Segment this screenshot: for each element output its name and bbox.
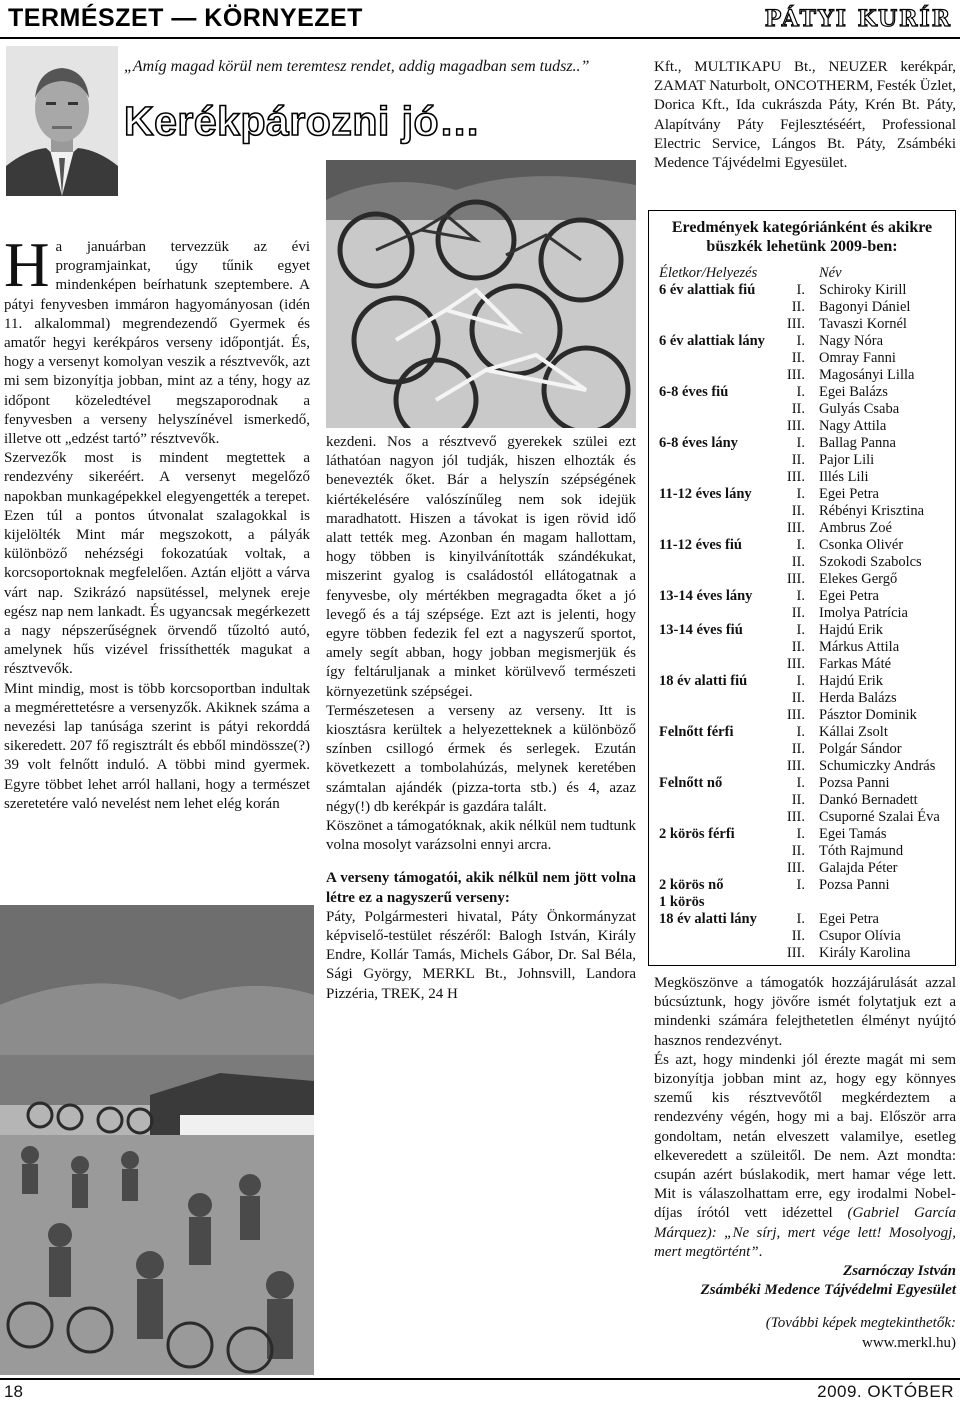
result-place: I. xyxy=(796,877,805,893)
result-row xyxy=(655,333,949,350)
result-row xyxy=(655,588,949,605)
result-row xyxy=(655,928,949,945)
result-place: II. xyxy=(791,503,805,519)
issue-date: 2009. OKTÓBER xyxy=(817,1382,954,1401)
result-row xyxy=(655,758,949,775)
footer-rule xyxy=(0,1378,960,1380)
result-row xyxy=(655,435,949,452)
result-place: I. xyxy=(796,282,805,298)
result-row xyxy=(655,469,949,486)
result-row xyxy=(655,911,949,928)
page-number: 18 xyxy=(4,1382,23,1401)
result-place: III. xyxy=(786,809,805,825)
result-name: Elekes Gergő xyxy=(819,571,898,587)
result-row xyxy=(655,945,949,962)
result-row xyxy=(655,537,949,554)
result-name: Gulyás Csaba xyxy=(819,401,900,417)
result-row xyxy=(655,775,949,792)
article-title: Kerékpározni jó… xyxy=(124,98,481,144)
article-column-2 xyxy=(326,433,636,1004)
result-name: Egei Petra xyxy=(819,486,879,502)
result-row xyxy=(655,673,949,690)
result-row xyxy=(655,877,949,894)
race-crowd-photo xyxy=(0,905,314,1375)
result-row xyxy=(655,639,949,656)
result-row xyxy=(655,350,949,367)
result-category: 13-14 éves fiú xyxy=(659,622,743,638)
result-category: 18 év alatti lány xyxy=(659,911,757,927)
result-place: I. xyxy=(796,775,805,791)
result-name: Szokodi Szabolcs xyxy=(819,554,922,570)
result-place: III. xyxy=(786,469,805,485)
results-list xyxy=(655,282,949,962)
sponsors-list: Páty, Polgármesteri hivatal, Páty Önkormányzat képviselő-testület részéről: Balogh István, Király Endre, Kollár Tamás, Michels Gábor, Dr. Sal Béla, Sági György, MERKL Bt., Johnsvill, Landora Pizzéria, TREK, 24 H xyxy=(326,908,636,1002)
article-paragraph: Köszönet a támogatóknak, akik nélkül nem tudtunk volna mosolyt varázsolni ennyi arcra. xyxy=(326,818,636,854)
result-name: Csupor Olívia xyxy=(819,928,901,944)
result-row xyxy=(655,707,949,724)
more-photos-text: (További képek megtekinthetők: xyxy=(765,1315,956,1332)
result-name: Pozsa Panni xyxy=(819,775,890,791)
result-row xyxy=(655,792,949,809)
result-place: II. xyxy=(791,741,805,757)
article-paragraph: Megköszönve a támogatók hozzájárulását azzal búcsúztunk, hogy jövőre ismét folytatjuk ezt a mindenki számára felejthetetlen élményt nyújtó hasznos rendezvényt. xyxy=(654,975,956,1049)
results-header-category: Életkor/Helyezés xyxy=(659,265,758,281)
result-row xyxy=(655,571,949,588)
result-category: 2 körös férfi xyxy=(659,826,735,842)
result-place: III. xyxy=(786,656,805,672)
article-quote: „Amíg magad körül nem teremtesz rendet, addig magadban sem tudsz..” xyxy=(124,58,590,75)
drop-cap: H xyxy=(4,230,50,300)
result-name: Pajor Lili xyxy=(819,452,875,468)
article-paragraph: Természetesen a verseny az verseny. Itt is kiosztásra kerültek a helyezetteknek a különböző színben csillogó érmek és serlegek. Ezután következett a tombolahúzás, melynek keretében számtalan ajándék (pizza-torta stb.) és 4, azaz négy(!) db kerékpár is gazdára talált. xyxy=(326,702,636,815)
result-name: Illés Lili xyxy=(819,469,869,485)
paragraph-text: a januárban tervezzük az évi programjainkat, úgy tűnik egyet mindenképen beírhatunk szeptembere. A pátyi fenyvesben immáron hagyományosan (idén 11. alkalommal) megrendezendő Gyermek és amatőr hegyi kerékpáros verseny időpontját. És, hogy a versenyt komolyan veszik a résztvevők, azt mi sem bizonyítja jobban, mint az a tény, hogy az időpont közeledtével megszaporodnak a fenyvesben a verseny helyszínével ismerkedő, illetve ott „edzést tartó” résztvevők. xyxy=(4,239,310,448)
result-place: II. xyxy=(791,690,805,706)
result-name: Schiroky Kirill xyxy=(819,282,907,298)
result-place: I. xyxy=(796,826,805,842)
result-name: Imolya Patrícia xyxy=(819,605,908,621)
result-row xyxy=(655,809,949,826)
article-column-1 xyxy=(4,230,310,814)
result-row xyxy=(655,741,949,758)
result-place: II. xyxy=(791,401,805,417)
result-name: Magosányi Lilla xyxy=(819,367,915,383)
result-place: I. xyxy=(796,486,805,502)
result-place: I. xyxy=(796,622,805,638)
result-row xyxy=(655,690,949,707)
article-paragraph: Mint mindig, most is több korcsoportban indultak a megmérettetésre a versenyzők. Akiknek száma a nevezési lap tanúsága szerint is pátyi rekorddá sikeredett. 207 fő regisztrált és ebből mindössze(?) 39 volt felnőtt induló. A többi mind gyermek. Egyre többet lehet arról hallani, hogy a természet szeretetére való nevelést nem lehet elég korán xyxy=(4,680,310,812)
result-place: II. xyxy=(791,452,805,468)
author-organization: Zsámbéki Medence Tájvédelmi Egyesület xyxy=(700,1282,956,1299)
result-place: I. xyxy=(796,724,805,740)
article-paragraph: kezdeni. Nos a résztvevő gyerekek szülei ezt láthatóan nagyon jól tudják, hiszen elhozták és benevezték őket. Bár a helyszín szépségének kiértékelésére valószínűleg nem sok idejük maradhatott. Hiszen a távokat is igen rövid idő alatt tették meg. Azonban én magam hallottam, hogy többen is kinyilvánították szándékukat, miszerint gyalog is családostól ellátogatnak a fenyvesbe, oly mértékben megragadta őket a jó levegő és a táj szépsége. Ezt azt is jelenti, hogy egyre többen fedezik fel ezt a nagyszerű sportot, amely segít abban, hogy jobban megismerjük és így feltáruljanak a minket körülvevő természeti környezetünk szépségei. xyxy=(326,434,636,700)
result-name: Kállai Zsolt xyxy=(819,724,888,740)
result-row xyxy=(655,843,949,860)
result-place: III. xyxy=(786,707,805,723)
sponsors-heading: A verseny támogatói, akik nélkül nem jött volna létre ez a nagyszerű verseny: xyxy=(326,870,636,906)
result-row xyxy=(655,486,949,503)
article-paragraph: Szervezők most is mindent megtettek a rendezvény sikeréért. A versenyt megelőző napokban munkagépekkel elegyengették a terepet. Ezen túl a pontos útvonalat szalagokkal is kijelölték Mint már megszokott, a pályák különböző nehézségi fokozatúak voltak, a korcsoportoknak megfelelően. Aztán eljött a várva várt nap. Szikrázó napsütéssel, melynek ereje egész nap nem lankadt. És ugyancsak megérkezett a nagy népszerűségnek örvendő tűzoltó autó, amelynek hűs vizével frissíthették magukat a résztvevők. xyxy=(4,450,310,678)
result-row xyxy=(655,282,949,299)
article-paragraph xyxy=(4,230,310,449)
result-place: II. xyxy=(791,928,805,944)
result-name: Király Karolina xyxy=(819,945,911,961)
article-column-3-top xyxy=(654,58,956,173)
result-row xyxy=(655,554,949,571)
result-place: I. xyxy=(796,333,805,349)
masthead: PÁTYI KURÍR xyxy=(764,6,952,32)
result-row xyxy=(655,299,949,316)
result-row xyxy=(655,503,949,520)
result-row xyxy=(655,452,949,469)
result-name: Bagonyi Dániel xyxy=(819,299,911,315)
result-name: Nagy Nóra xyxy=(819,333,884,349)
results-header-name: Név xyxy=(819,265,842,281)
paragraph-text: És azt, hogy mindenki jól érezte magát mi sem bizonyítja jobban mint az, hogy egy könnyes szemű kis résztvevőtől megkérdeztem a rendezvény végén, hogy mi a baj. Először arra gondoltam, netán elveszett valamilye, esetleg elkeveredett a szüleitől. De nem. Azt mondta: csupán azért búslakodik, mert hamar vége lett. Mit is válaszolhattam erre, egy irodalmi Nobel-díjas írótól vett idézettel xyxy=(654,1051,956,1222)
more-photos-link[interactable]: www.merkl.hu) xyxy=(861,1334,956,1351)
bicycles-photo xyxy=(326,160,636,428)
result-row xyxy=(655,401,949,418)
result-name: Tavaszi Kornél xyxy=(819,316,907,332)
result-category: 11-12 éves lány xyxy=(659,486,752,502)
paragraph-end: . xyxy=(758,1243,763,1260)
result-name: Csonka Olivér xyxy=(819,537,904,553)
result-place: I. xyxy=(796,435,805,451)
result-name: Tóth Rajmund xyxy=(819,843,904,859)
result-place: II. xyxy=(791,639,805,655)
result-name: Schumiczky András xyxy=(819,758,936,774)
result-place: III. xyxy=(786,571,805,587)
result-place: III. xyxy=(786,367,805,383)
result-name: Omray Fanni xyxy=(819,350,896,366)
result-category: 11-12 éves fiú xyxy=(659,537,742,553)
result-name: Egei Balázs xyxy=(819,384,888,400)
result-category: 1 körös xyxy=(659,894,705,910)
article-paragraph xyxy=(654,1051,956,1262)
result-category: 6-8 éves fiú xyxy=(659,384,729,400)
result-name: Dankó Bernadett xyxy=(819,792,918,808)
result-row xyxy=(655,894,949,911)
result-name: Rébényi Krisztina xyxy=(819,503,925,519)
result-row xyxy=(655,656,949,673)
results-header-row xyxy=(655,265,949,282)
result-row xyxy=(655,384,949,401)
result-place: I. xyxy=(796,911,805,927)
result-place: III. xyxy=(786,316,805,332)
result-row xyxy=(655,605,949,622)
result-place: III. xyxy=(786,520,805,536)
quote-text: (Gabriel García Márquez): „Ne sírj, mert vége lett! Mosolyogj, mert megtörtént” xyxy=(654,1205,956,1260)
result-category: 6-8 éves lány xyxy=(659,435,738,451)
result-name: Egei Petra xyxy=(819,588,879,604)
result-category: 2 körös nő xyxy=(659,877,724,893)
result-name: Farkas Máté xyxy=(819,656,892,672)
result-category: Felnőtt nő xyxy=(659,775,723,791)
author-name: Zsarnóczay István xyxy=(843,1263,956,1280)
result-name: Hajdú Erik xyxy=(819,622,884,638)
result-place: II. xyxy=(791,350,805,366)
section-heading: TERMÉSZET — KÖRNYEZET xyxy=(8,4,363,32)
results-box xyxy=(648,210,956,966)
result-row xyxy=(655,724,949,741)
result-place: II. xyxy=(791,843,805,859)
result-row xyxy=(655,826,949,843)
header-rule xyxy=(0,37,960,39)
result-place: I. xyxy=(796,537,805,553)
result-place: III. xyxy=(786,945,805,961)
result-row xyxy=(655,622,949,639)
article-column-3-bottom xyxy=(654,974,956,1353)
result-category: 6 év alattiak lány xyxy=(659,333,765,349)
result-name: Polgár Sándor xyxy=(819,741,902,757)
result-name: Galajda Péter xyxy=(819,860,898,876)
result-place: II. xyxy=(791,299,805,315)
result-category: 13-14 éves lány xyxy=(659,588,753,604)
result-place: I. xyxy=(796,588,805,604)
result-name: Pozsa Panni xyxy=(819,877,890,893)
result-place: I. xyxy=(796,384,805,400)
result-name: Egei Petra xyxy=(819,911,879,927)
result-place: I. xyxy=(796,673,805,689)
result-place: III. xyxy=(786,860,805,876)
result-name: Hajdú Erik xyxy=(819,673,884,689)
result-name: Nagy Attila xyxy=(819,418,887,434)
result-place: III. xyxy=(786,418,805,434)
author-portrait-photo xyxy=(6,46,118,196)
result-category: 18 év alatti fiú xyxy=(659,673,748,689)
result-category: Felnőtt férfi xyxy=(659,724,734,740)
result-place: II. xyxy=(791,792,805,808)
result-row xyxy=(655,367,949,384)
more-photos-note xyxy=(654,1314,956,1333)
result-name: Herda Balázs xyxy=(819,690,897,706)
result-row xyxy=(655,860,949,877)
result-row xyxy=(655,418,949,435)
result-row xyxy=(655,520,949,537)
result-name: Pásztor Dominik xyxy=(819,707,917,723)
sponsors-list-continued: Kft., MULTIKAPU Bt., NEUZER kerékpár, ZAMAT Naturbolt, ONCOTHERM, Festék Üzlet, Dorica Kft., Ida cukrászda Páty, Krén Bt. Páty, Alapítvány Páty Fejlesztéséért, Professional Electric Service, Lángos Bt. Páty, Zsámbéki Medence Tájvédelmi Egyesület. xyxy=(654,59,956,172)
result-name: Ballag Panna xyxy=(819,435,896,451)
result-name: Egei Tamás xyxy=(819,826,887,842)
result-place: II. xyxy=(791,554,805,570)
results-title: Eredmények kategóriánként és akikre büszkék lehetünk 2009-ben: xyxy=(671,219,933,255)
result-name: Márkus Attila xyxy=(819,639,900,655)
result-name: Ambrus Zoé xyxy=(819,520,892,536)
result-place: III. xyxy=(786,758,805,774)
result-name: Csuporné Szalai Éva xyxy=(819,809,940,825)
result-place: II. xyxy=(791,605,805,621)
result-category: 6 év alattiak fiú xyxy=(659,282,756,298)
result-row xyxy=(655,316,949,333)
